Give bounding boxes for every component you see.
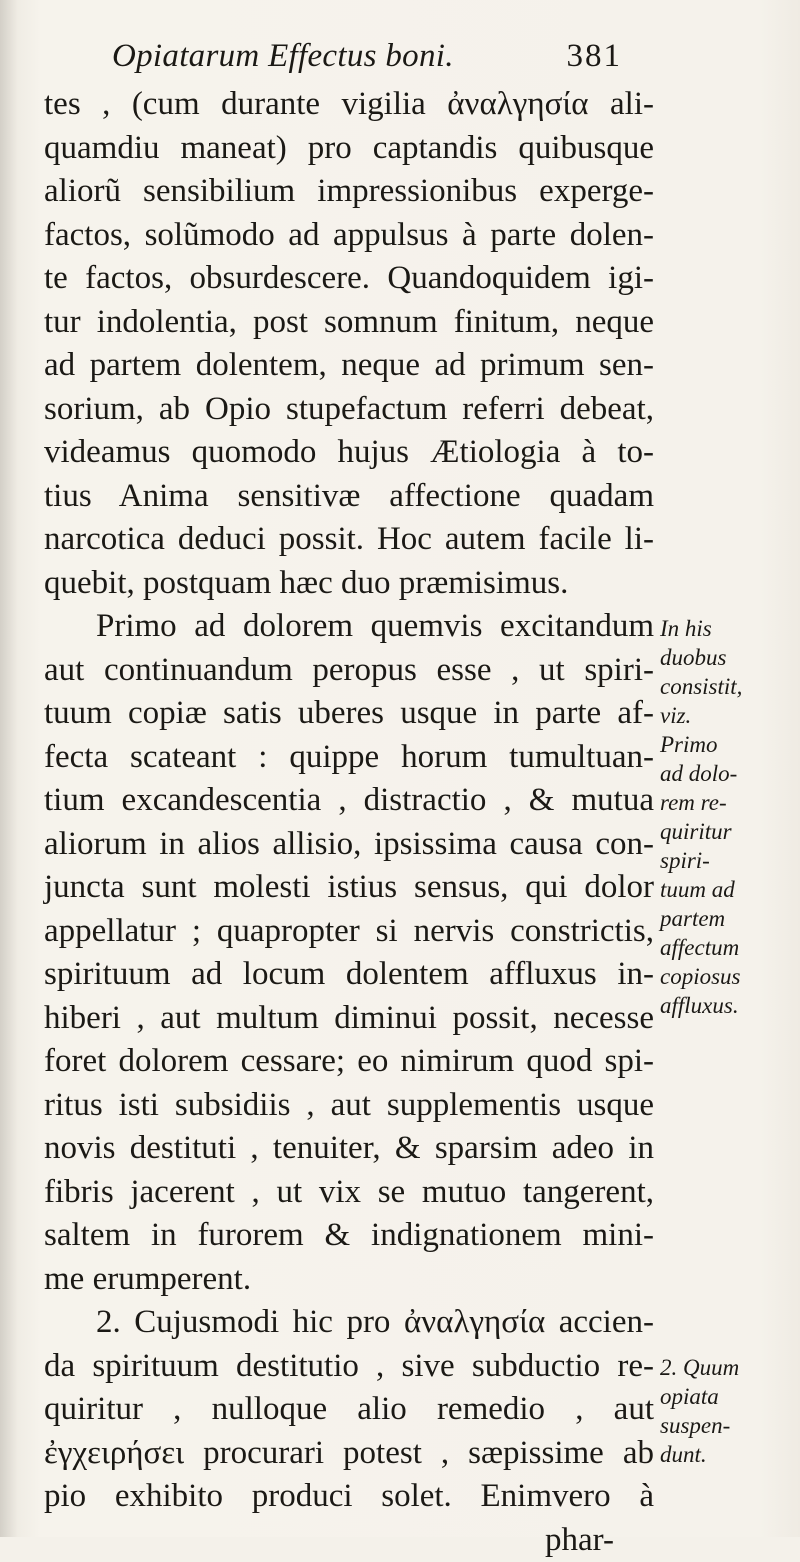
note-line: ad dolo- [660, 759, 800, 788]
text-line: tes , (cum durante vigilia ἀναλγησία ali- [44, 83, 654, 127]
text-line: tius Anima sensitivæ affectione quadam [44, 475, 654, 519]
text-line: videamus quomodo hujus Ætiologia à to- [44, 431, 654, 475]
note-line: spiri- [660, 846, 800, 875]
text-line: ad partem dolentem, neque ad primum sen- [44, 344, 654, 388]
note-line: In his [660, 614, 800, 643]
note-line: copiosus [660, 962, 800, 991]
note-line: affluxus. [660, 991, 800, 1020]
text-line: foret dolorem cessare; eo nimirum quod spi- [44, 1040, 654, 1084]
text-line: juncta sunt molesti istius sensus, qui dolor [44, 866, 654, 910]
text-line: appellatur ; quapropter si nervis constrictis, [44, 910, 654, 954]
note-line: tuum ad [660, 875, 800, 904]
text-line: ritus isti subsidiis , aut supplementis usque [44, 1084, 654, 1128]
running-title: Opiatarum Effectus boni. [112, 38, 454, 75]
text-line: pio exhibito produci solet. Enimvero à [44, 1475, 654, 1519]
text-line: aliorum in alios allisio, ipsissima causa con- [44, 823, 654, 867]
text-line: quamdiu maneat) pro captandis quibusque [44, 127, 654, 171]
note-line: duobus [660, 643, 800, 672]
text-line: aut continuandum peropus esse , ut spiri- [44, 649, 654, 693]
note-line: quiritur [660, 817, 800, 846]
note-line: 2. Quum [660, 1353, 800, 1382]
text-line: me erumperent. [44, 1258, 654, 1302]
note-line: suspen- [660, 1411, 800, 1440]
text-line: 2. Cujusmodi hic pro ἀναλγησία accien- [44, 1301, 654, 1345]
text-line: te factos, obsurdescere. Quandoquidem igi- [44, 257, 654, 301]
text-line: hiberi , aut multum diminui possit, necesse [44, 997, 654, 1041]
note-line: opiata [660, 1382, 800, 1411]
text-line: tuum copiæ satis uberes usque in parte af- [44, 692, 654, 736]
text-line: Primo ad dolorem quemvis excitandum [44, 605, 654, 649]
catchword: phar- [44, 1519, 654, 1562]
text-line: ἐγχειρήσει procurari potest , sæpissime ab [44, 1432, 654, 1476]
running-head [112, 38, 622, 82]
text-line: novis destituti , tenuiter, & sparsim adeo in [44, 1127, 654, 1171]
note-line: viz. [660, 701, 800, 730]
text-line: saltem in furorem & indignationem mini- [44, 1214, 654, 1258]
text-line: fecta scateant : quippe horum tumultuan- [44, 736, 654, 780]
note-line: Primo [660, 730, 800, 759]
note-line: consistit, [660, 672, 800, 701]
note-line: rem re- [660, 788, 800, 817]
main-text-block [44, 83, 654, 1562]
note-line: partem [660, 904, 800, 933]
text-line: factos, solũmodo ad appulsus à parte dolen- [44, 214, 654, 258]
text-line: tur indolentia, post somnum finitum, neque [44, 301, 654, 345]
marginal-note-1 [660, 614, 800, 1020]
note-line: dunt. [660, 1440, 800, 1469]
gutter-shadow [0, 0, 18, 1537]
marginal-note-2 [660, 1353, 800, 1469]
text-line: tium excandescentia , distractio , & mutua [44, 779, 654, 823]
page-number: 381 [567, 38, 623, 75]
text-line: spirituum ad locum dolentem affluxus in- [44, 953, 654, 997]
note-line: affectum [660, 933, 800, 962]
text-line: quebit, postquam hæc duo præmisimus. [44, 562, 654, 606]
text-line: fibris jacerent , ut vix se mutuo tangerent, [44, 1171, 654, 1215]
text-line: narcotica deduci possit. Hoc autem facile li- [44, 518, 654, 562]
text-line: da spirituum destitutio , sive subductio re- [44, 1345, 654, 1389]
text-line: quiritur , nulloque alio remedio , aut [44, 1388, 654, 1432]
text-line: sorium, ab Opio stupefactum referri debeat, [44, 388, 654, 432]
text-line: aliorũ sensibilium impressionibus experge- [44, 170, 654, 214]
